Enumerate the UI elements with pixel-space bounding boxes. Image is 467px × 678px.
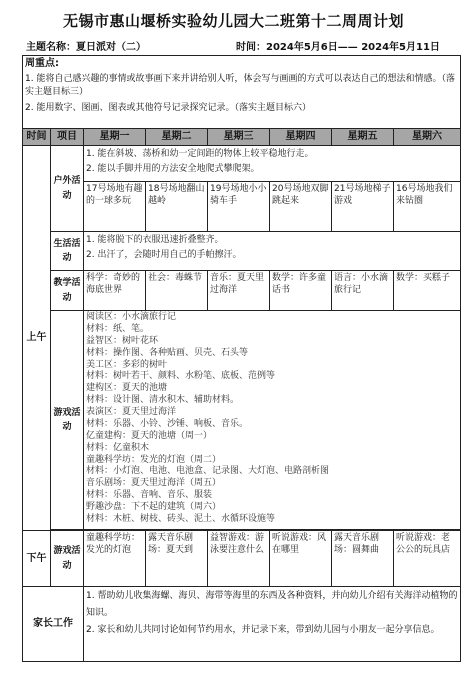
focus-label: 周重点: bbox=[25, 58, 59, 69]
game-line: 材料：设计图、清水积木、辅助材料。 bbox=[86, 395, 240, 406]
focus-item: 1. 能将自己感兴趣的事情或故事画下来并讲给别人听，体会写与画画的方式可以表达自己的想法和情感。（落实主题目标三） bbox=[25, 73, 455, 98]
game-line: 材料：小灯泡、电池、电池盒、记录图、大灯泡、电路剖析图 bbox=[86, 466, 330, 477]
outdoor-thursday: 20号场地双脚跳起来 bbox=[270, 182, 332, 232]
outdoor-saturday: 16号场地我们来钻圈 bbox=[394, 182, 461, 232]
theme-label: 主题名称：夏日派对（二） bbox=[26, 42, 146, 53]
afternoon-friday: 露天音乐剧场：圆舞曲 bbox=[332, 531, 394, 587]
game-line: 音乐剧场：夏天里过海洋（周五） bbox=[86, 478, 222, 489]
game-line: 益智区：树叶花环 bbox=[86, 335, 159, 346]
afternoon-games-label: 游戏活动 bbox=[51, 531, 84, 587]
game-line: 童趣科学坊：发光的灯泡（周二） bbox=[86, 454, 222, 465]
game-line: 野趣沙盘：下不起的建筑（周六） bbox=[86, 502, 222, 512]
date-range-label: 时间：2024年5月6日—— 2024年5月11日 bbox=[236, 42, 440, 53]
life-label: 生活活动 bbox=[51, 232, 84, 271]
teaching-wednesday: 音乐：夏天里过海洋 bbox=[208, 271, 270, 311]
parents-label: 家长工作 bbox=[23, 587, 84, 662]
parents-item: 2. 家长和幼儿共同讨论如何节约用水，并记录下来，带到幼儿园与小朋友一起分享信息。 bbox=[86, 625, 440, 636]
outdoor-monday: 17号场地有趣的一球多玩 bbox=[84, 182, 146, 232]
teaching-label: 教学活动 bbox=[51, 271, 84, 311]
header-time: 时间 bbox=[23, 129, 51, 146]
afternoon-row bbox=[23, 531, 461, 587]
parents-row bbox=[23, 587, 461, 662]
page-title: 无锡市惠山堰桥实验幼儿园大二班第十二周周计划 bbox=[62, 12, 404, 30]
outdoor-goal: 1. 能在斜坡、荡桥和幼一定间距的物体上较平稳地行走。 bbox=[86, 149, 314, 159]
game-line: 美工区：多彩的树叶 bbox=[86, 359, 168, 370]
teaching-thursday: 数学：许多童话书 bbox=[270, 271, 332, 311]
weekly-plan-table bbox=[22, 55, 461, 662]
theme-and-date-line bbox=[26, 38, 440, 53]
header-wednesday: 星期三 bbox=[208, 129, 270, 146]
game-line: 亿童建构：夏天的池塘（周一） bbox=[86, 430, 213, 441]
outdoor-wednesday: 19号场地小小骑车手 bbox=[208, 182, 270, 232]
game-line: 材料：亿童积木 bbox=[86, 442, 150, 453]
morning-label: 上午 bbox=[23, 146, 51, 531]
header-thursday: 星期四 bbox=[270, 129, 332, 146]
afternoon-monday: 童趣科学坊：发光的灯泡 bbox=[84, 531, 146, 587]
header-monday: 星期一 bbox=[84, 129, 146, 146]
header-row bbox=[23, 129, 461, 146]
afternoon-saturday: 听说游戏：老公公的玩具店 bbox=[394, 531, 461, 587]
outdoor-friday: 21号场地梯子游戏 bbox=[332, 182, 394, 232]
teaching-row bbox=[23, 271, 461, 311]
game-line: 建构区：夏天的池塘 bbox=[86, 383, 168, 394]
afternoon-label: 下午 bbox=[23, 531, 51, 587]
game-line: 表演区：夏天里过海洋 bbox=[86, 407, 177, 417]
life-item: 1. 能将脱下的衣服迅速折叠整齐。 bbox=[86, 235, 224, 245]
outdoor-goal: 2. 能以手脚并用的方法安全地爬式攀爬架。 bbox=[86, 163, 260, 174]
game-line: 材料：乐器、音响、音乐、服装 bbox=[86, 490, 213, 501]
parents-item: 1. 帮助幼儿收集海螺、海贝、海带等海里的东西及各种资料，并向幼儿介绍有关海洋动植物的知识。 bbox=[86, 591, 458, 619]
weekly-focus-row bbox=[23, 56, 461, 129]
outdoor-days-row bbox=[23, 182, 461, 232]
game-line: 阅读区：小水滴旅行记 bbox=[86, 312, 177, 322]
header-friday: 星期五 bbox=[332, 129, 394, 146]
teaching-saturday: 数学：买糕子 bbox=[394, 271, 461, 311]
games-label: 游戏活动 bbox=[51, 311, 84, 530]
life-item: 2. 出汗了，会随时用自己的手帕擦汗。 bbox=[86, 249, 242, 260]
game-line: 材料：操作图、各种贴画、贝壳、石头等 bbox=[86, 347, 249, 358]
afternoon-wednesday: 益智游戏：游泳要注意什么 bbox=[208, 531, 270, 587]
outdoor-label: 户外活动 bbox=[51, 146, 84, 232]
outdoor-goals-row bbox=[23, 146, 461, 182]
header-saturday: 星期六 bbox=[394, 129, 461, 146]
header-tuesday: 星期二 bbox=[146, 129, 208, 146]
header-item: 项目 bbox=[51, 129, 84, 146]
afternoon-tuesday: 露天音乐剧场：夏天到 bbox=[146, 531, 208, 587]
life-row bbox=[23, 232, 461, 271]
game-line: 材料：纸、笔。 bbox=[86, 323, 150, 334]
games-row bbox=[23, 311, 461, 530]
outdoor-tuesday: 18号场地翻山越岭 bbox=[146, 182, 208, 232]
focus-item: 2. 能用数字、图画、图表或其他符号记录探究记录。（落实主题目标六） bbox=[25, 103, 311, 114]
game-line: 材料：乐器、小铃、沙锤、响板、音乐。 bbox=[86, 418, 249, 429]
teaching-friday: 语言：小水滴旅行记 bbox=[332, 271, 394, 311]
afternoon-thursday: 听说游戏：风在哪里 bbox=[270, 531, 332, 587]
game-line: 材料：木桩、树枝、砖头、泥土、水循环设施等 bbox=[86, 513, 276, 524]
game-line: 材料：树叶若干、颜料、水粉笔、底板、范例等 bbox=[86, 371, 276, 382]
teaching-monday: 科学：奇妙的海底世界 bbox=[84, 271, 146, 311]
teaching-tuesday: 社会：毒蛛节 bbox=[146, 271, 208, 311]
